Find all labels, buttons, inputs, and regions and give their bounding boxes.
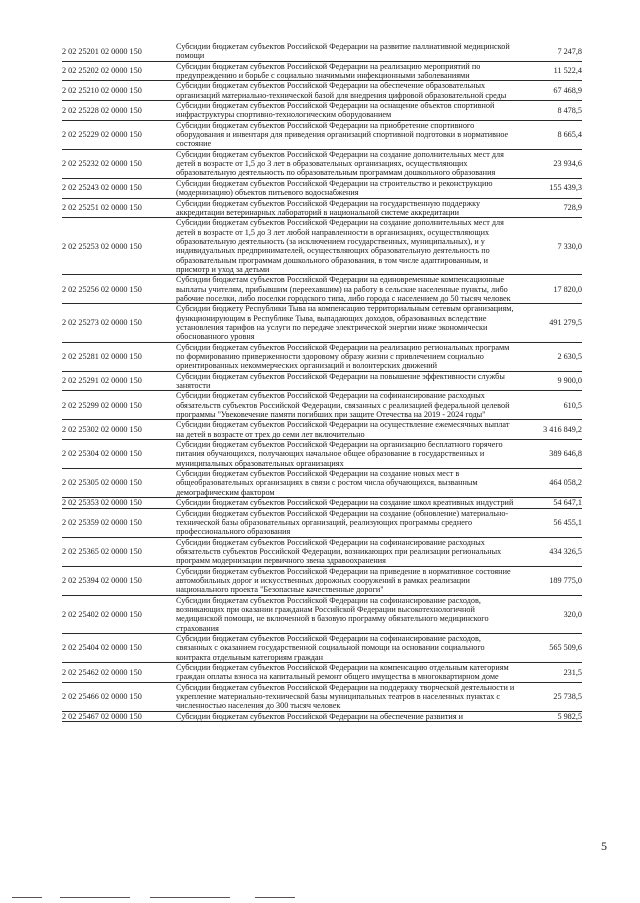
budget-code: 2 02 25394 02 0000 150: [62, 566, 176, 595]
table-row: [62, 663, 582, 683]
subsidy-description: Субсидии бюджетам субъектов Российской Федерации на осуществление ежемесячных выплат на детей в возрасте от трех до семи лет включительно: [176, 420, 520, 440]
subsidy-description: Субсидии бюджетам субъектов Российской Федерации на обеспечение развития и: [176, 711, 520, 721]
table-row: [62, 178, 582, 198]
subsidy-description: Субсидии бюджетам субъектов Российской Федерации на софинансирование расходных обязательств субъектов Российской Федерации, возникающих при реализации региональных программ модернизации первичного звена здравоохранения: [176, 537, 520, 566]
table-row: [62, 682, 582, 711]
subsidy-amount: 464 058,2: [520, 469, 582, 498]
budget-code: 2 02 25273 02 0000 150: [62, 304, 176, 342]
table-body: [62, 42, 582, 722]
subsidy-description: Субсидии бюджетам субъектов Российской Федерации на государственную поддержку аккредитации ветеринарных лабораторий в национальной системе аккредитации: [176, 198, 520, 218]
table-row: [62, 371, 582, 391]
subsidy-amount: 189 775,0: [520, 566, 582, 595]
subsidy-description: Субсидии бюджетам субъектов Российской Федерации на развитие паллиативной медицинской помощи: [176, 42, 520, 61]
subsidy-amount: 54 647,1: [520, 498, 582, 508]
subsidy-amount: 11 522,4: [520, 61, 582, 81]
budget-code: 2 02 25243 02 0000 150: [62, 178, 176, 198]
budget-code: 2 02 25462 02 0000 150: [62, 663, 176, 683]
subsidy-amount: 231,5: [520, 663, 582, 683]
table-row: [62, 711, 582, 721]
budget-code: 2 02 25302 02 0000 150: [62, 420, 176, 440]
table-row: [62, 537, 582, 566]
table-row: [62, 633, 582, 662]
subsidy-description: Субсидии бюджетам субъектов Российской Федерации на создание дополнительных мест для детей в возрасте от 1,5 до 3 лет в образовательных организациях, осуществляющих образовательную деятельность по образовательным программам дошкольного образования: [176, 149, 520, 178]
subsidy-amount: 23 934,6: [520, 149, 582, 178]
subsidy-amount: 389 646,8: [520, 440, 582, 469]
budget-code: 2 02 25281 02 0000 150: [62, 342, 176, 371]
subsidy-amount: 8 478,5: [520, 101, 582, 121]
budget-code: 2 02 25201 02 0000 150: [62, 42, 176, 61]
table-row: [62, 149, 582, 178]
subsidy-description: Субсидии бюджетам субъектов Российской Федерации на повышение эффективности службы занятости: [176, 371, 520, 391]
budget-code: 2 02 25359 02 0000 150: [62, 508, 176, 537]
budget-code: 2 02 25304 02 0000 150: [62, 440, 176, 469]
subsidy-amount: 67 468,9: [520, 81, 582, 101]
subsidy-amount: 320,0: [520, 595, 582, 633]
budget-code: 2 02 25253 02 0000 150: [62, 218, 176, 275]
budget-revenue-table: [62, 42, 582, 722]
table-row: [62, 42, 582, 61]
subsidy-amount: 565 509,6: [520, 633, 582, 662]
budget-code: 2 02 25365 02 0000 150: [62, 537, 176, 566]
subsidy-amount: 8 665,4: [520, 120, 582, 149]
table-row: [62, 275, 582, 304]
budget-code: 2 02 25305 02 0000 150: [62, 469, 176, 498]
subsidy-description: Субсидии бюджетам субъектов Российской Федерации на приобретение спортивного оборудования и инвентаря для приведения организаций спортивной подготовки в нормативное состояние: [176, 120, 520, 149]
budget-code: 2 02 25256 02 0000 150: [62, 275, 176, 304]
subsidy-description: Субсидии бюджетам субъектов Российской Федерации на софинансирование расходов, связанных с оказанием государственной социальной помощи на основании социального контракта отдельным категориям граждан: [176, 633, 520, 662]
subsidy-description: Субсидии бюджетам субъектов Российской Федерации на организацию бесплатного горячего питания обучающихся, получающих начальное общее образование в государственных и муниципальных образовательных организациях: [176, 440, 520, 469]
subsidy-amount: 17 820,0: [520, 275, 582, 304]
subsidy-description: Субсидии бюджетам субъектов Российской Федерации на софинансирование расходных обязательств субъектов Российской Федерации, связанных с реализацией федеральной целевой программы "Увековечение памяти погибших при защите Отечества на 2019 - 2024 годы": [176, 391, 520, 420]
table-row: [62, 498, 582, 508]
scan-artifact-line: [60, 897, 130, 898]
budget-code: 2 02 25291 02 0000 150: [62, 371, 176, 391]
table-row: [62, 120, 582, 149]
budget-code: 2 02 25466 02 0000 150: [62, 682, 176, 711]
budget-code: 2 02 25202 02 0000 150: [62, 61, 176, 81]
scan-artifact-line: [12, 897, 42, 898]
subsidy-description: Субсидии бюджетам субъектов Российской Федерации на поддержку творческой деятельности и укрепление материально-технической базы муниципальных театров в населенных пунктах с численностью населения до 300 тысяч человек: [176, 682, 520, 711]
subsidy-amount: 610,5: [520, 391, 582, 420]
subsidy-description: Субсидии бюджетам субъектов Российской Федерации на оснащение объектов спортивной инфраструктуры спортивно-технологическим оборудованием: [176, 101, 520, 121]
budget-code: 2 02 25299 02 0000 150: [62, 391, 176, 420]
subsidy-description: Субсидии бюджетам субъектов Российской Федерации на обеспечение образовательных организаций материально-технической базой для внедрения цифровой образовательной среды: [176, 81, 520, 101]
budget-code: 2 02 25402 02 0000 150: [62, 595, 176, 633]
budget-code: 2 02 25232 02 0000 150: [62, 149, 176, 178]
subsidy-amount: 5 982,5: [520, 711, 582, 721]
budget-code: 2 02 25210 02 0000 150: [62, 81, 176, 101]
scan-artifact-line: [150, 897, 230, 898]
table-row: [62, 440, 582, 469]
table-row: [62, 508, 582, 537]
subsidy-amount: 56 455,1: [520, 508, 582, 537]
subsidy-description: Субсидии бюджетам субъектов Российской Федерации на компенсацию отдельным категориям граждан оплаты взноса на капитальный ремонт общего имущества в многоквартирном доме: [176, 663, 520, 683]
table-row: [62, 566, 582, 595]
page-number: 5: [601, 839, 607, 853]
subsidy-amount: 3 416 849,2: [520, 420, 582, 440]
subsidy-description: Субсидии бюджетам субъектов Российской Федерации на создание дополнительных мест для детей в возрасте от 1,5 до 3 лет любой направленности в организациях, осуществляющих образовательную деятельность (за исключением государственных, муниципальных), и у индивидуальных предпринимателей, осуществляющих образовательную деятельность по образовательным программам дошкольного образования, в том числе адаптированным, и присмотр и уход за детьми: [176, 218, 520, 275]
budget-code: 2 02 25467 02 0000 150: [62, 711, 176, 721]
table-row: [62, 391, 582, 420]
subsidy-description: Субсидии бюджетам субъектов Российской Федерации на создание (обновление) материально-технической базы образовательных организаций, реализующих программы среднего профессионального образования: [176, 508, 520, 537]
table-row: [62, 61, 582, 81]
subsidy-amount: 7 247,8: [520, 42, 582, 61]
budget-code: 2 02 25404 02 0000 150: [62, 633, 176, 662]
table-row: [62, 198, 582, 218]
subsidy-description: Субсидии бюджетам субъектов Российской Федерации на софинансирование расходов, возникающих при оказании гражданам Российской Федерации высокотехнологичной медицинской помощи, не включенной в базовую программу обязательного медицинского страхования: [176, 595, 520, 633]
scan-artifact-line: [255, 897, 295, 898]
table-row: [62, 595, 582, 633]
budget-code: 2 02 25353 02 0000 150: [62, 498, 176, 508]
subsidy-amount: 491 279,5: [520, 304, 582, 342]
subsidy-amount: 25 738,5: [520, 682, 582, 711]
subsidy-amount: 9 900,0: [520, 371, 582, 391]
budget-code: 2 02 25251 02 0000 150: [62, 198, 176, 218]
subsidy-description: Субсидии бюджету Республики Тыва на компенсацию территориальным сетевым организациям, функционирующим в Республике Тыва, выпадающих доходов, образованных вследствие установления тарифов на услуги по передаче электрической энергии ниже экономически обоснованного уровня: [176, 304, 520, 342]
subsidy-amount: 2 630,5: [520, 342, 582, 371]
subsidy-description: Субсидии бюджетам субъектов Российской Федерации на реализацию мероприятий по предупреждению и борьбе с социально значимыми инфекционными заболеваниями: [176, 61, 520, 81]
table-row: [62, 420, 582, 440]
subsidy-description: Субсидии бюджетам субъектов Российской Федерации на приведение в нормативное состояние автомобильных дорог и искусственных дорожных сооружений в рамках реализации национального проекта "Безопасные качественные дороги": [176, 566, 520, 595]
budget-code: 2 02 25228 02 0000 150: [62, 101, 176, 121]
subsidy-amount: 7 330,0: [520, 218, 582, 275]
subsidy-description: Субсидии бюджетам субъектов Российской Федерации на создание школ креативных индустрий: [176, 498, 520, 508]
subsidy-description: Субсидии бюджетам субъектов Российской Федерации на единовременные компенсационные выплаты учителям, прибывшим (переехавшим) на работу в сельские населенные пункты, либо рабочие поселки, либо поселки городского типа, либо города с населением до 50 тысяч человек: [176, 275, 520, 304]
subsidy-description: Субсидии бюджетам субъектов Российской Федерации на строительство и реконструкцию (модернизацию) объектов питьевого водоснабжения: [176, 178, 520, 198]
subsidy-description: Субсидии бюджетам субъектов Российской Федерации на реализацию региональных программ по формированию приверженности здоровому образу жизни с привлечением социально ориентированных некоммерческих организаций и волонтерских движений: [176, 342, 520, 371]
table-row: [62, 304, 582, 342]
subsidy-amount: 155 439,3: [520, 178, 582, 198]
subsidy-description: Субсидии бюджетам субъектов Российской Федерации на создание новых мест в общеобразовательных организациях в связи с ростом числа обучающихся, вызванным демографическим фактором: [176, 469, 520, 498]
table-row: [62, 342, 582, 371]
table-row: [62, 101, 582, 121]
subsidy-amount: 434 326,5: [520, 537, 582, 566]
table-row: [62, 218, 582, 275]
subsidy-amount: 728,9: [520, 198, 582, 218]
table-row: [62, 81, 582, 101]
budget-code: 2 02 25229 02 0000 150: [62, 120, 176, 149]
table-row: [62, 469, 582, 498]
